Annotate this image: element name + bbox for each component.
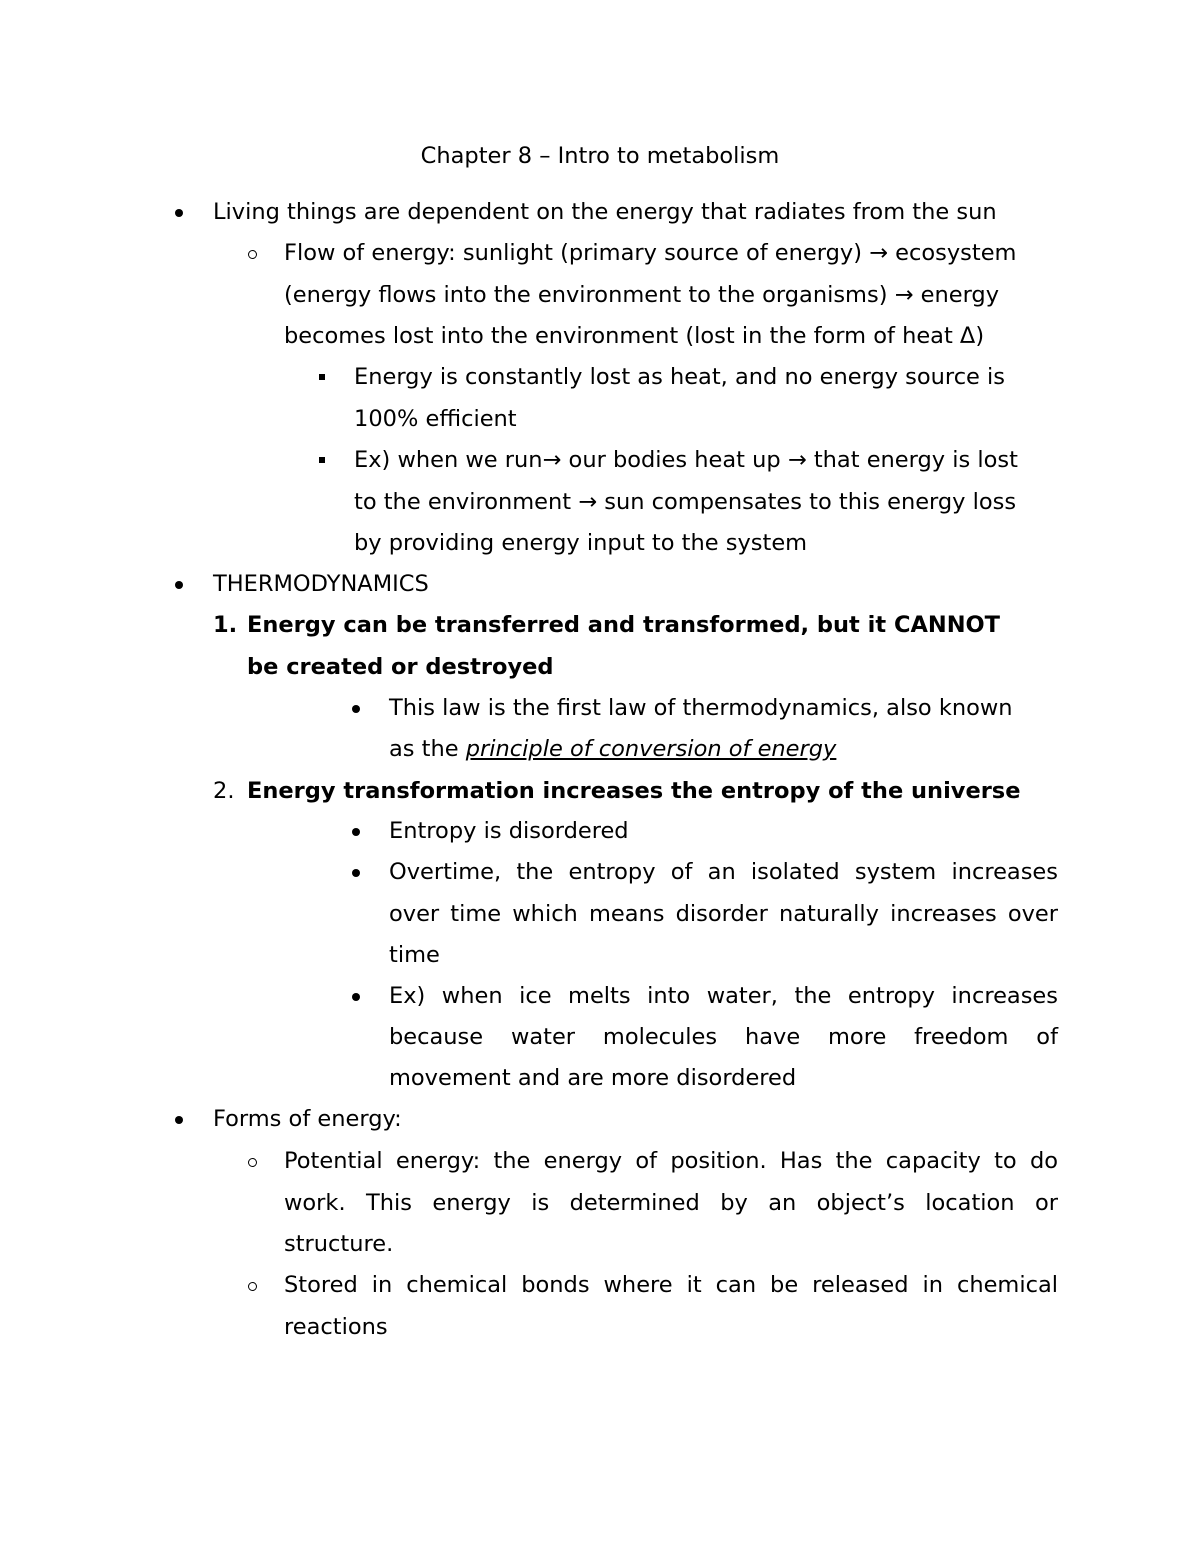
- flow-of-energy-line-1: Flow of energy: sunlight (primary source of energy) → ecosystem: [284, 240, 1017, 266]
- ice-example-line-1: Ex) when ice melts into water, the entropy increases: [389, 983, 1058, 1009]
- overtime-line-3: time: [389, 942, 440, 968]
- document-title: Chapter 8 – Intro to metabolism: [420, 143, 780, 169]
- flow-of-energy-line-3: becomes lost into the environment (lost in the form of heat Δ): [284, 323, 985, 349]
- first-law-note-line-1: This law is the first law of thermodynamics, also known: [389, 695, 1013, 721]
- bullet-living-things: Living things are dependent on the energy that radiates from the sun: [213, 199, 997, 225]
- bullet-dot: [352, 993, 360, 1001]
- bullet-dot: [352, 828, 360, 836]
- bullet-square: [319, 374, 325, 380]
- energy-lost-line-2: 100% efficient: [354, 406, 517, 432]
- chemical-bonds-line-1: Stored in chemical bonds where it can be released in chemical: [284, 1272, 1058, 1298]
- list-number-1: 1.: [213, 612, 238, 638]
- forms-of-energy-heading: Forms of energy:: [213, 1106, 402, 1132]
- ice-example-line-2: because water molecules have more freedom of: [389, 1024, 1058, 1050]
- bullet-ring: [248, 250, 257, 259]
- overtime-line-2: over time which means disorder naturally increases over: [389, 901, 1058, 927]
- thermodynamics-heading: THERMODYNAMICS: [213, 571, 429, 597]
- first-law-line-2: be created or destroyed: [247, 654, 554, 680]
- potential-energy-line-1: Potential energy: the energy of position. Has the capacity to do: [284, 1148, 1058, 1174]
- second-law-line: Energy transformation increases the entropy of the universe: [247, 778, 1021, 804]
- overtime-line-1: Overtime, the entropy of an isolated system increases: [389, 859, 1058, 885]
- first-law-note-line-2: as the principle of conversion of energy: [389, 736, 837, 762]
- chemical-bonds-line-2: reactions: [284, 1314, 388, 1340]
- entropy-disordered: Entropy is disordered: [389, 818, 629, 844]
- bullet-dot: [175, 1116, 183, 1124]
- ice-example-line-3: movement and are more disordered: [389, 1065, 797, 1091]
- first-law-line-1: Energy can be transferred and transformed, but it CANNOT: [247, 612, 1001, 638]
- bullet-dot: [175, 209, 183, 217]
- bullet-ring: [248, 1282, 257, 1291]
- bullet-dot: [352, 705, 360, 713]
- run-example-line-3: by providing energy input to the system: [354, 530, 808, 556]
- list-number-2: 2.: [213, 778, 235, 804]
- bullet-ring: [248, 1158, 257, 1167]
- bullet-dot: [175, 581, 183, 589]
- principle-term: principle of conversion of energy: [465, 736, 837, 762]
- flow-of-energy-line-2: (energy flows into the environment to the organisms) → energy: [284, 282, 1000, 308]
- run-example-line-2: to the environment → sun compensates to this energy loss: [354, 489, 1017, 515]
- potential-energy-line-2: work. This energy is determined by an object’s location or: [284, 1190, 1058, 1216]
- run-example-line-1: Ex) when we run→ our bodies heat up → that energy is lost: [354, 447, 1018, 473]
- bullet-dot: [352, 869, 360, 877]
- potential-energy-line-3: structure.: [284, 1231, 394, 1257]
- energy-lost-line-1: Energy is constantly lost as heat, and no energy source is: [354, 364, 1006, 390]
- bullet-square: [319, 457, 325, 463]
